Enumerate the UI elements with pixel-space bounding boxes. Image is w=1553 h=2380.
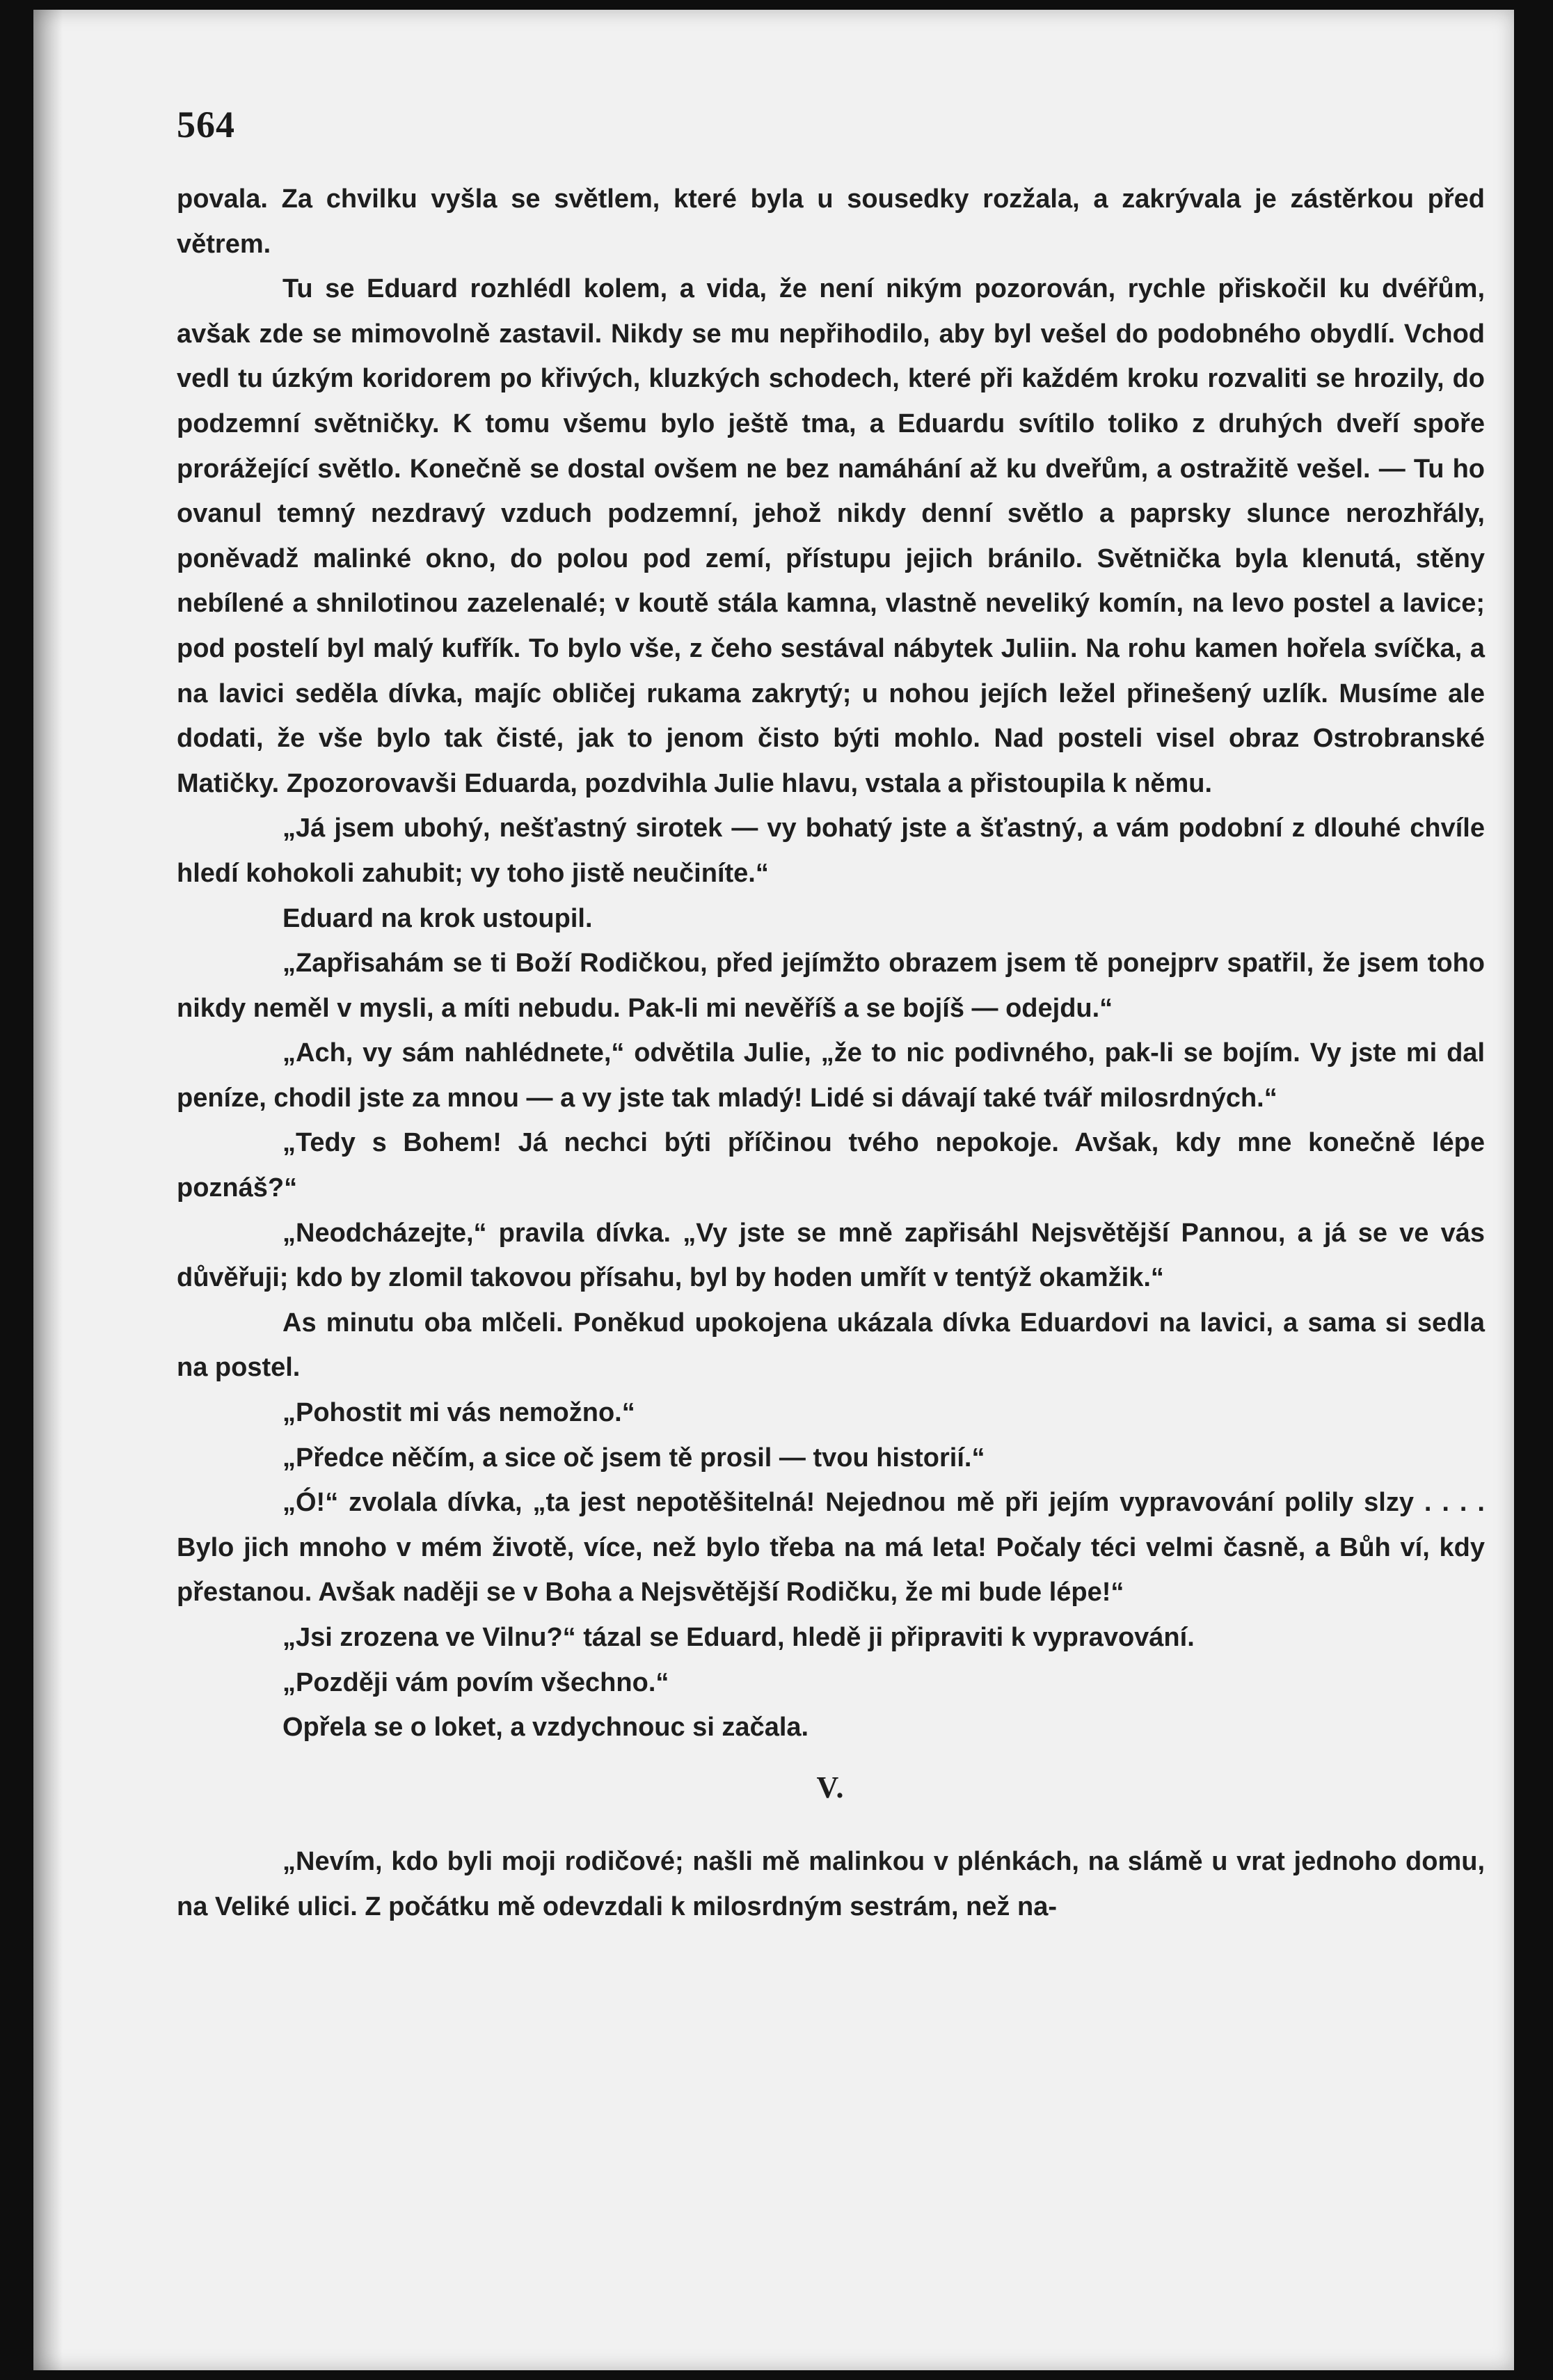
paragraph: Opřela se o loket, a vzdychnouc si začala. (282, 1713, 809, 1743)
paragraph-list (177, 177, 1485, 1750)
paragraph: „Já jsem ubohý, nešťastný sirotek — vy bohatý jste a šťastný, a vám podobní z dlouhé chvíle hledí kohokoli zahubit; vy toho jistě neučiníte.“ (177, 814, 1485, 888)
paragraph: „Ach, vy sám nahlédnete,“ odvětila Julie, „že to nic podivného, pak-li se bojím. Vy jste mi dal peníze, chodil jste za mnou — a vy jste tak mladý! Lidé si dávají také tvář milosrdných.“ (177, 1038, 1485, 1113)
paragraph: „Jsi zrozena ve Vilnu?“ tázal se Eduard, hledě ji připraviti k vypravování. (282, 1623, 1195, 1652)
chapter-heading: V. (816, 1770, 845, 1804)
paragraph: As minutu oba mlčeli. Poněkud upokojena ukázala dívka Eduardovi na lavici, a sama si sedla na postel. (177, 1308, 1485, 1383)
page-number: 564 (177, 104, 235, 145)
paragraph: „Neodcházejte,“ pravila dívka. „Vy jste se mně zapřisáhl Nejsvětější Pannou, a já se ve vás důvěřuji; kdo by zlomil takovou přísahu, byl by hoden umřít v tentýž okamžik.“ (177, 1218, 1485, 1293)
paragraph: „Později vám povím všechno.“ (282, 1667, 669, 1697)
paragraph: Eduard na krok ustoupil. (282, 903, 593, 933)
paragraph: „Tedy s Bohem! Já nechci býti příčinou tvého nepokoje. Avšak, kdy mne konečně lépe poznáš?“ (177, 1128, 1485, 1203)
book-page (33, 10, 1514, 2370)
paragraph: Tu se Eduard rozhlédl kolem, a vida, že není nikým pozorován, rychle přiskočil ku dvéřům, avšak zde se mimovolně zastavil. Nikdy se mu nepřihodilo, aby byl vešel do podobného obydlí. Vchod vedl tu úzkým koridorem po křivých, kluzkých schodech, které při každém kroku rozvaliti se hrozily, do podzemní světničky. K tomu všemu bylo ještě tma, a Eduardu svítilo toliko z druhých dveří spoře prorážející světlo. Konečně se dostal ovšem ne bez namáhání až ku dveřům, a ostražitě vešel. — Tu ho ovanul temný nezdravý vzduch podzemní, jehož nikdy denní světlo a paprsky slunce nerozhřály, poněvadž malinké okno, do polou pod zemí, přístupu jejich bránilo. Světnička byla klenutá, stěny nebílené a shnilotinou zazelenalé; v koutě stála kamna, vlastně neveliký komín, na levo postel a lavice; pod postelí byl malý kufřík. To bylo vše, z čeho sestával nábytek Juliin. Na rohu kamen hořela svíčka, a na lavici seděla dívka, majíc obličej rukama zakrytý; u nohou jejích ležel přinešený uzlík. Musíme ale dodati, že vše bylo tak čisté, jak to jenom čisto býti mohlo. Nad posteli visel obraz Ostrobranské Matičky. Zpozorovavši Eduarda, pozdvihla Julie hlavu, vstala a přistoupila k němu. (177, 274, 1485, 798)
paragraph: „Ó!“ zvolala dívka, „ta jest nepotěšitelná! Nejednou mě při jejím vypravování polily slzy . . . . Bylo jich mnoho v mém životě, více, než bylo třeba na má leta! Počaly téci velmi časně, a Bůh ví, kdy přestanou. Avšak naději se v Boha a Nejsvětější Rodičku, že mi bude lépe!“ (177, 1488, 1485, 1608)
paragraph: „Předce něčím, a sice oč jsem tě prosil — tvou historií.“ (282, 1443, 985, 1473)
closing-paragraph: „Nevím, kdo byli moji rodičové; našli mě malinkou v plénkách, na slámě u vrat jednoho domu, na Veliké ulici. Z počátku mě odevzdali k milosrdným sestrám, než na- (177, 1847, 1485, 1921)
paragraph: „Pohostit mi vás nemožno.“ (282, 1398, 635, 1428)
paragraph: „Zapřisahám se ti Boží Rodičkou, před jejímžto obrazem jsem tě ponejprv spatřil, že jsem toho nikdy neměl v mysli, a míti nebudu. Pak-li mi nevěříš a se bojíš — odejdu.“ (177, 949, 1485, 1023)
paragraph: povala. Za chvilku vyšla se světlem, které byla u sousedky rozžala, a zakrývala je zástěrkou před větrem. (177, 184, 1485, 259)
page-body (177, 177, 1485, 1930)
